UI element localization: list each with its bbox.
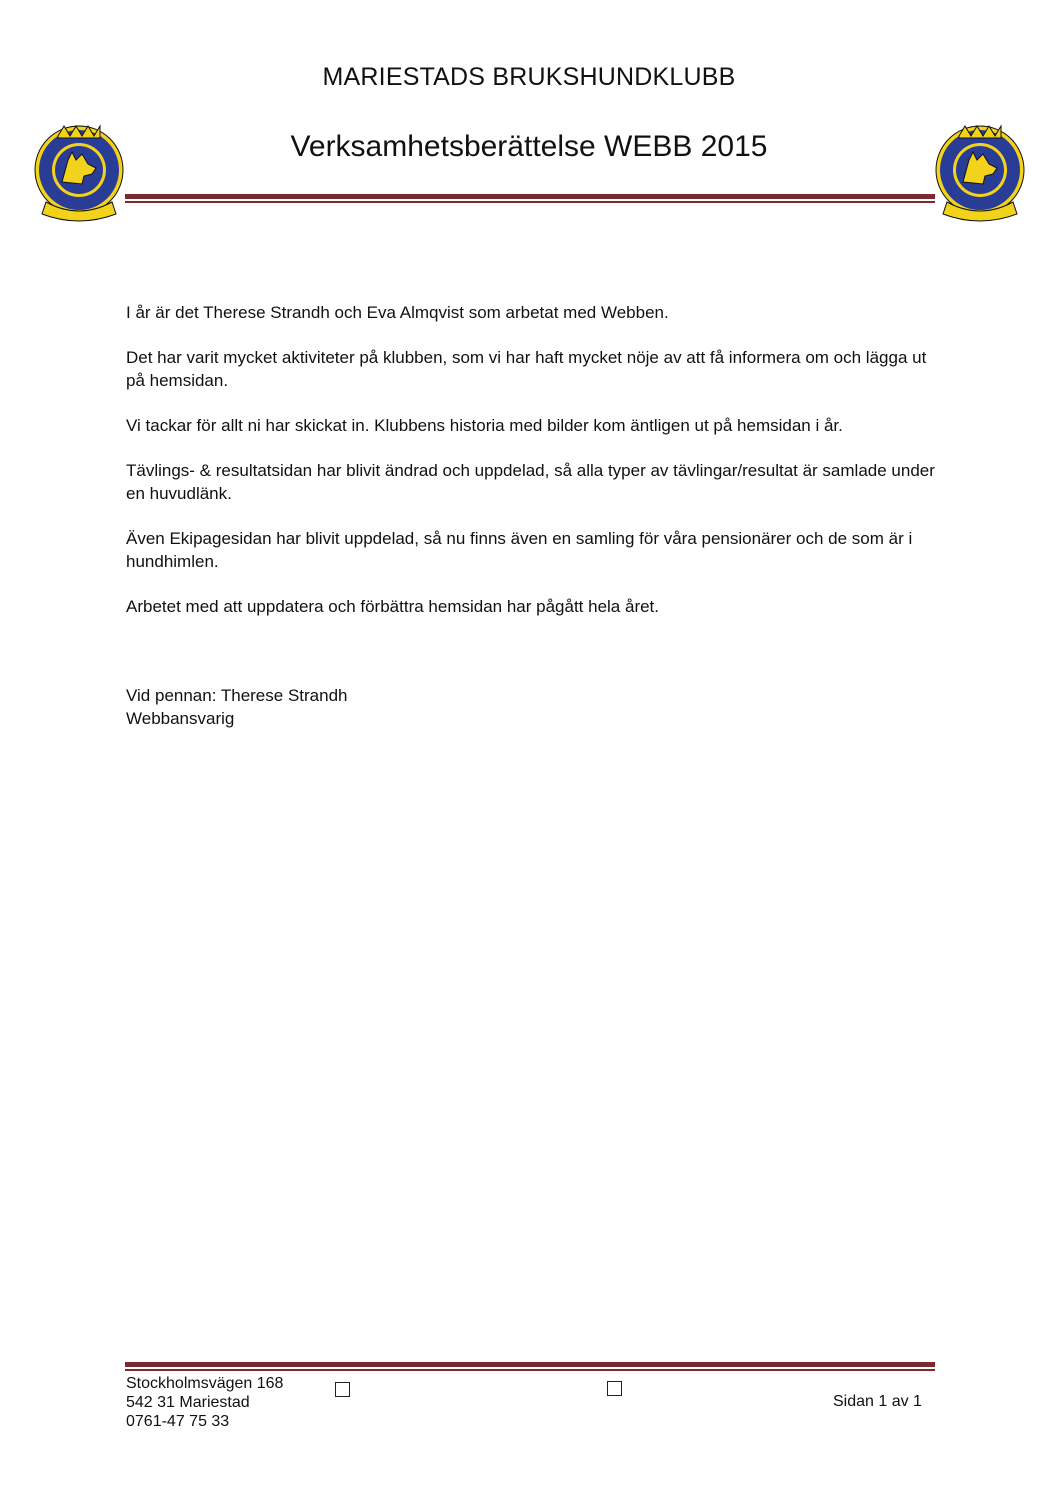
paragraph: Vi tackar för allt ni har skickat in. Klubbens historia med bilder kom äntligen ut på hemsidan i år. (126, 416, 843, 435)
header-divider (125, 194, 935, 203)
checkbox-empty-icon (607, 1381, 622, 1396)
footer-divider (125, 1362, 935, 1371)
address-street: Stockholmsvägen 168 (126, 1375, 284, 1392)
signoff (126, 684, 347, 730)
paragraph: Tävlings- & resultatsidan har blivit ändrad och uppdelad, så alla typer av tävlingar/resultat är samlade under en huvudlänk. (126, 461, 935, 503)
checkbox-empty-icon (335, 1382, 350, 1397)
paragraph: I år är det Therese Strandh och Eva Almqvist som arbetat med Webben. (126, 303, 669, 322)
footer-address (126, 1374, 283, 1431)
signoff-role: Webbansvarig (126, 709, 235, 728)
paragraph: Även Ekipagesidan har blivit uppdelad, så nu finns även en samling för våra pensionärer och de som är i hundhimlen. (126, 529, 913, 571)
organization-name: MARIESTADS BRUKSHUNDKLUBB (322, 63, 736, 91)
phone-number: 0761-47 75 33 (126, 1413, 230, 1430)
page-number: Sidan 1 av 1 (833, 1393, 922, 1410)
paragraph: Det har varit mycket aktiviteter på klubben, som vi har haft mycket nöje av att få informera om och lägga ut på hemsidan. (126, 348, 927, 390)
signoff-author: Vid pennan: Therese Strandh (126, 686, 348, 705)
document-title: Verksamhetsberättelse WEBB 2015 (290, 130, 768, 163)
paragraph: Arbetet med att uppdatera och förbättra hemsidan har pågått hela året. (126, 597, 660, 616)
document-body (126, 301, 938, 640)
address-city: 542 31 Mariestad (126, 1394, 250, 1411)
